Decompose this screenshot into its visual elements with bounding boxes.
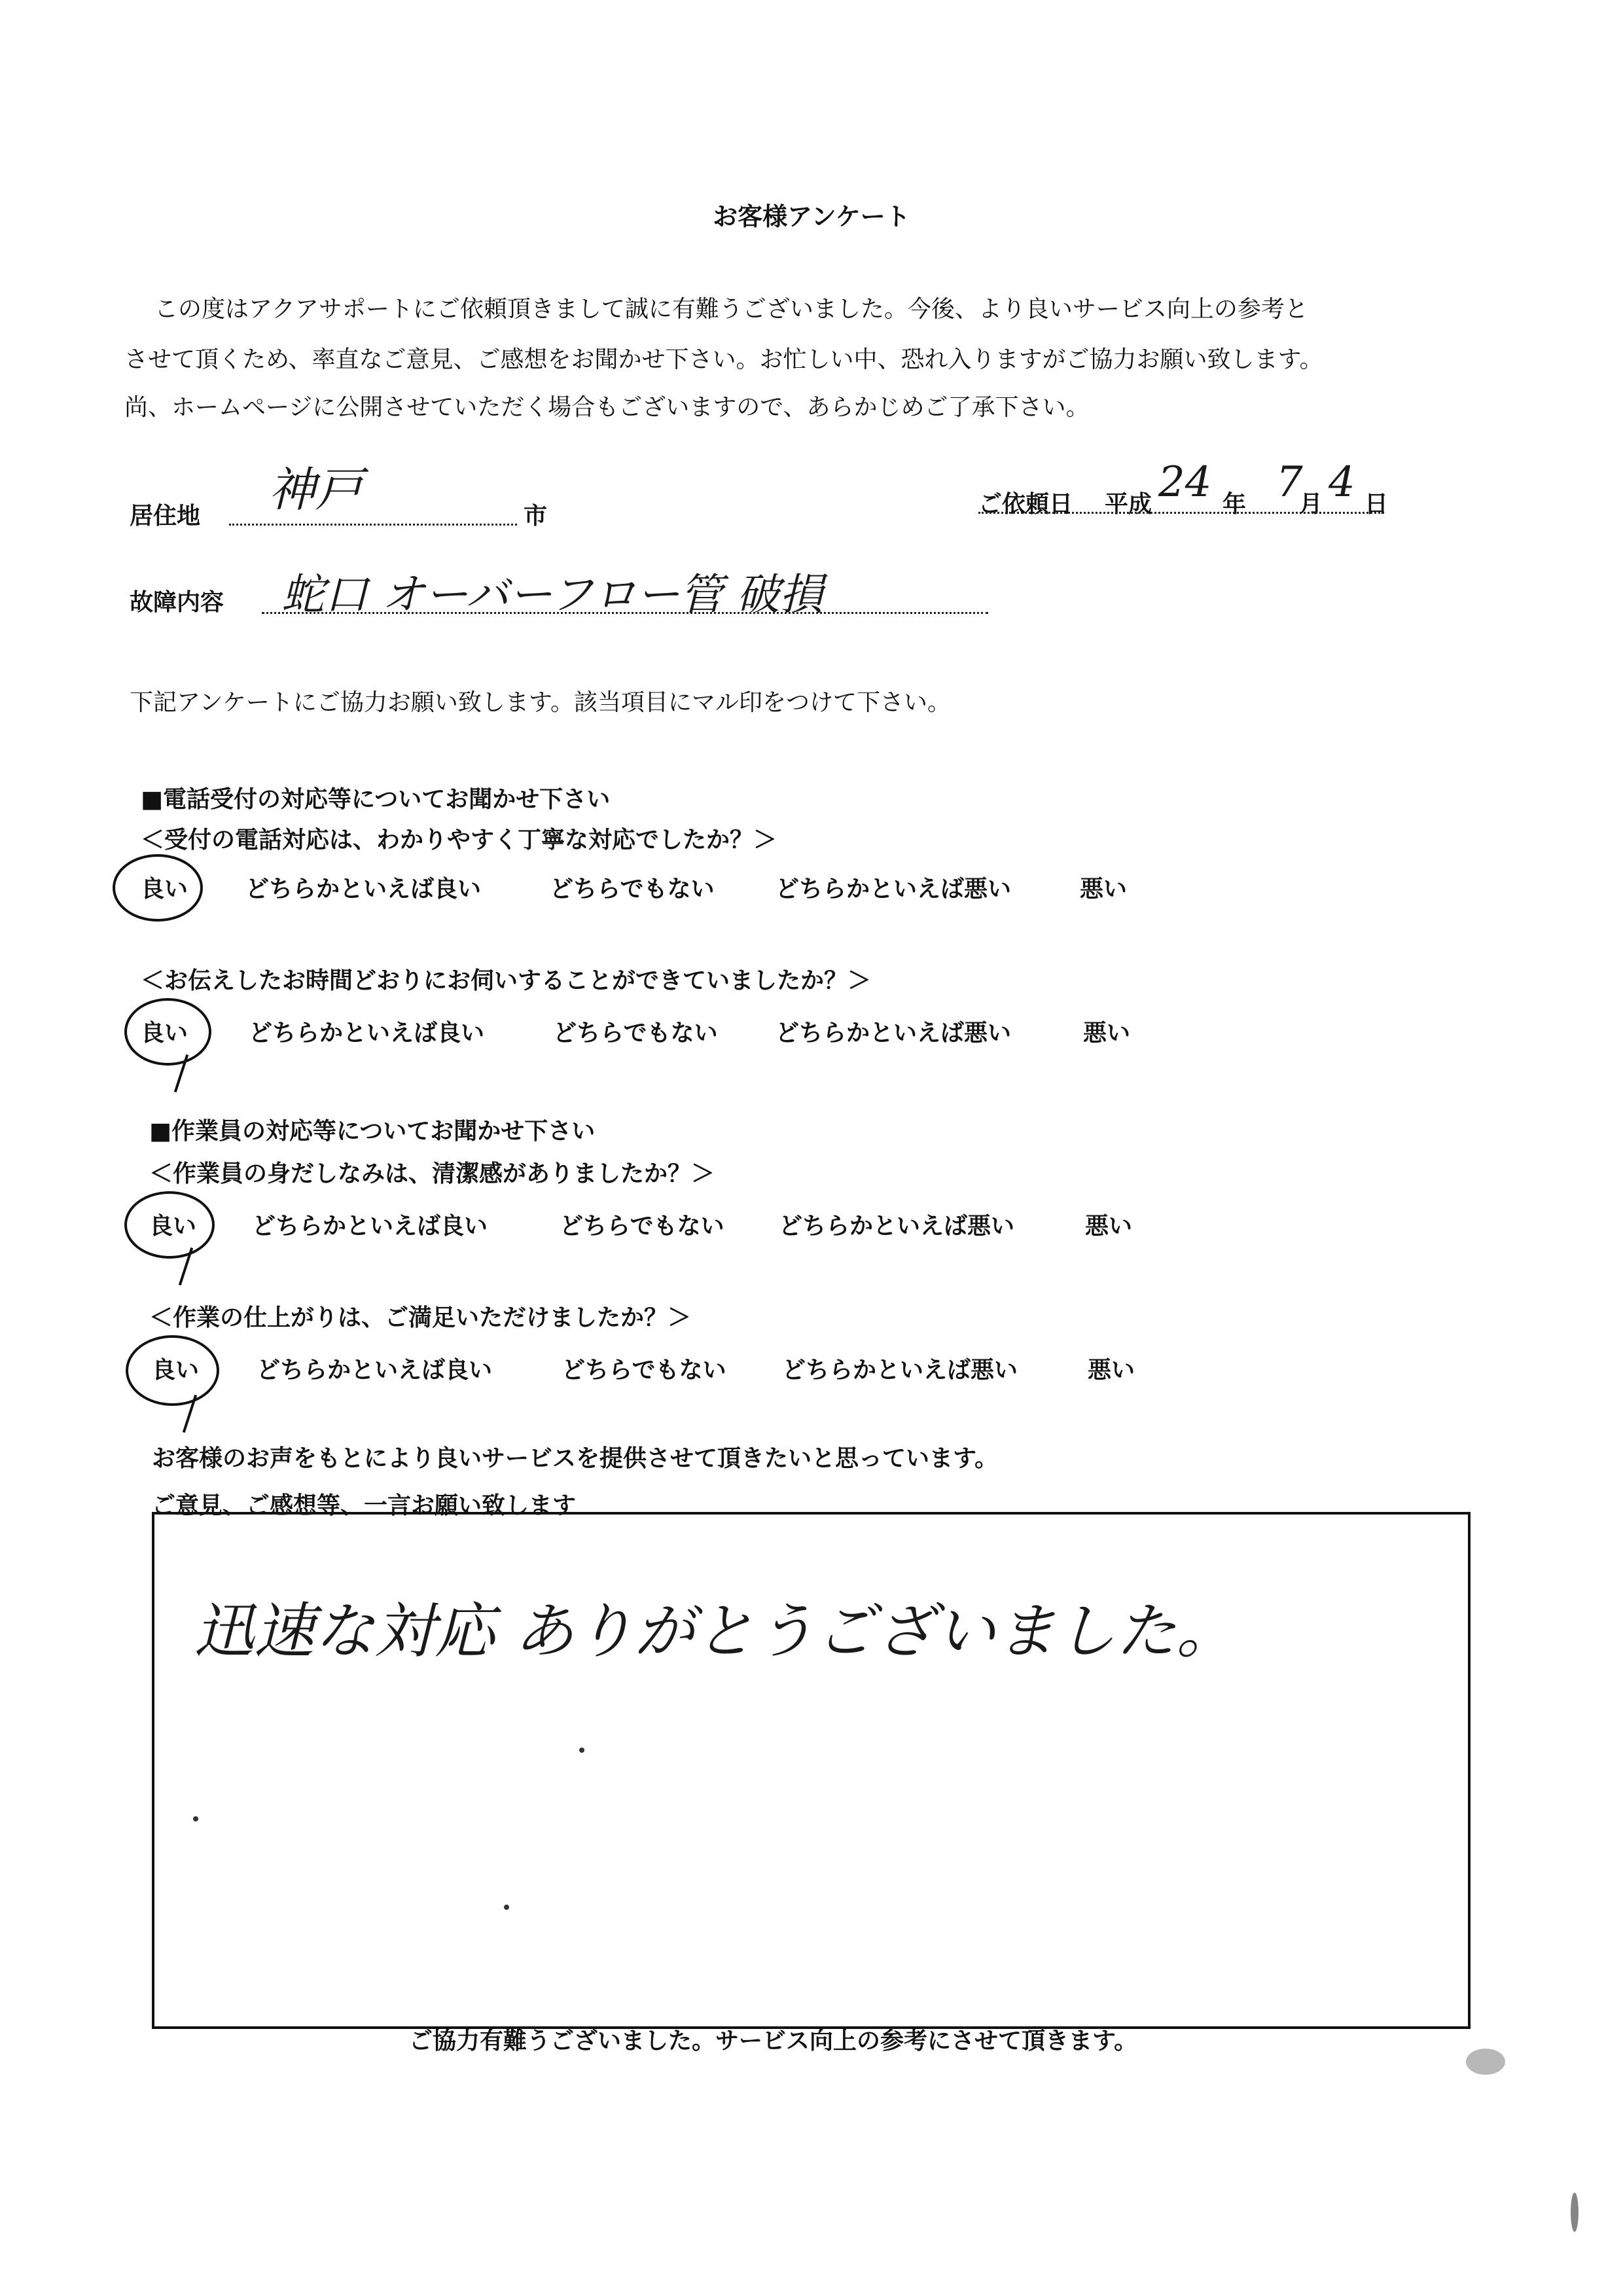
residence-label: 居住地: [130, 503, 201, 529]
intro-line-3: 尚、ホームページに公開させていただく場合もございますので、あらかじめご了承下さい。: [124, 394, 1090, 421]
q2-option-neutral[interactable]: どちらでもない: [553, 1020, 718, 1047]
request-date-year: 24: [1158, 458, 1212, 507]
section-heading-phone: ■電話受付の対応等についてお聞かせ下さい: [141, 786, 611, 813]
residence-underline: [229, 524, 517, 526]
footer-thanks: ご協力有難うございました。サービス向上の参考にさせて頂きます。: [409, 2028, 1138, 2054]
q1-option-somewhat-good[interactable]: どちらかといえば良い: [245, 876, 482, 903]
question-arrival-time: ＜お伝えしたお時間どおりにお伺いすることができていましたか？＞: [141, 967, 872, 994]
q2-option-bad[interactable]: 悪い: [1083, 1020, 1131, 1047]
q3-option-somewhat-bad[interactable]: どちらかといえば悪い: [779, 1213, 1015, 1240]
q2-option-somewhat-bad[interactable]: どちらかといえば悪い: [776, 1020, 1012, 1047]
instruction-text: 下記アンケートにご協力お願い致します。該当項目にマル印をつけて下さい。: [130, 689, 951, 716]
q3-option-somewhat-good[interactable]: どちらかといえば良い: [252, 1213, 488, 1240]
intro-line-2: させて頂くため、率直なご意見、ご感想をお聞かせ下さい。お忙しい中、恐れ入りますがご協力お願い致します。: [124, 346, 1323, 373]
request-date-year-unit: 年: [1222, 491, 1247, 518]
q2-option-good[interactable]: 良い: [141, 1020, 188, 1047]
q4-option-good[interactable]: 良い: [152, 1357, 200, 1384]
question-work-finish: ＜作業の仕上がりは、ご満足いただけましたか？＞: [149, 1304, 692, 1331]
q1-option-somewhat-bad[interactable]: どちらかといえば悪い: [776, 876, 1012, 903]
section-heading-staff: ■作業員の対応等についてお聞かせ下さい: [149, 1118, 596, 1145]
survey-title: お客様アンケート: [713, 202, 910, 231]
q1-option-bad[interactable]: 悪い: [1080, 876, 1128, 903]
fault-label: 故障内容: [130, 589, 224, 616]
q4-option-bad[interactable]: 悪い: [1088, 1357, 1135, 1384]
q3-option-neutral[interactable]: どちらでもない: [560, 1213, 724, 1240]
q1-option-neutral[interactable]: どちらでもない: [550, 876, 715, 903]
fault-value: 蛇口 オーバーフロー管 破損: [281, 569, 823, 620]
question-staff-appearance: ＜作業員の身だしなみは、清潔感がありましたか？＞: [149, 1160, 715, 1187]
residence-value: 神戸: [268, 462, 363, 517]
request-date-month: 7: [1276, 458, 1303, 507]
q4-selection-circle: [126, 1335, 219, 1406]
q1-selection-circle: [113, 854, 203, 922]
request-date-month-unit: 月: [1299, 491, 1323, 518]
comment-intro: お客様のお声をもとにより良いサービスを提供させて頂きたいと思っています。: [152, 1445, 999, 1472]
q1-option-good[interactable]: 良い: [141, 876, 188, 903]
request-date-day: 4: [1329, 458, 1355, 507]
scan-noise: [504, 1905, 509, 1910]
request-date-era: 平成: [1105, 491, 1152, 518]
residence-suffix: 市: [524, 503, 548, 529]
comment-label: ご意見、ご感想等、一言お願い致します: [152, 1492, 577, 1519]
scan-noise: [579, 1748, 584, 1753]
question-phone-clarity: ＜受付の電話対応は、わかりやすく丁寧な対応でしたか？＞: [141, 827, 777, 853]
request-date-label: ご依頼日: [978, 491, 1073, 518]
fault-underline: [262, 612, 988, 614]
q4-option-somewhat-bad[interactable]: どちらかといえば悪い: [782, 1357, 1018, 1384]
q3-option-bad[interactable]: 悪い: [1085, 1213, 1133, 1240]
q2-option-somewhat-good[interactable]: どちらかといえば良い: [249, 1020, 485, 1047]
q3-option-good[interactable]: 良い: [149, 1213, 197, 1240]
request-date-day-unit: 日: [1364, 491, 1389, 518]
q2-selection-circle: [124, 998, 211, 1066]
scan-noise: [1571, 2193, 1578, 2232]
intro-line-1: この度はアクアサポートにご依頼頂きまして誠に有難うございました。今後、より良いサービス向上の参考と: [154, 296, 1308, 323]
q3-selection-circle: [124, 1191, 215, 1259]
scan-noise: [1466, 2049, 1505, 2075]
q4-option-neutral[interactable]: どちらでもない: [562, 1357, 726, 1384]
comment-handwritten-text: 迅速な対応 ありがとうございました。: [194, 1596, 1237, 1666]
scan-noise: [193, 1816, 198, 1821]
request-date-underline: [978, 512, 1384, 514]
q4-option-somewhat-good[interactable]: どちらかといえば良い: [257, 1357, 493, 1384]
comment-box[interactable]: [152, 1512, 1471, 2029]
